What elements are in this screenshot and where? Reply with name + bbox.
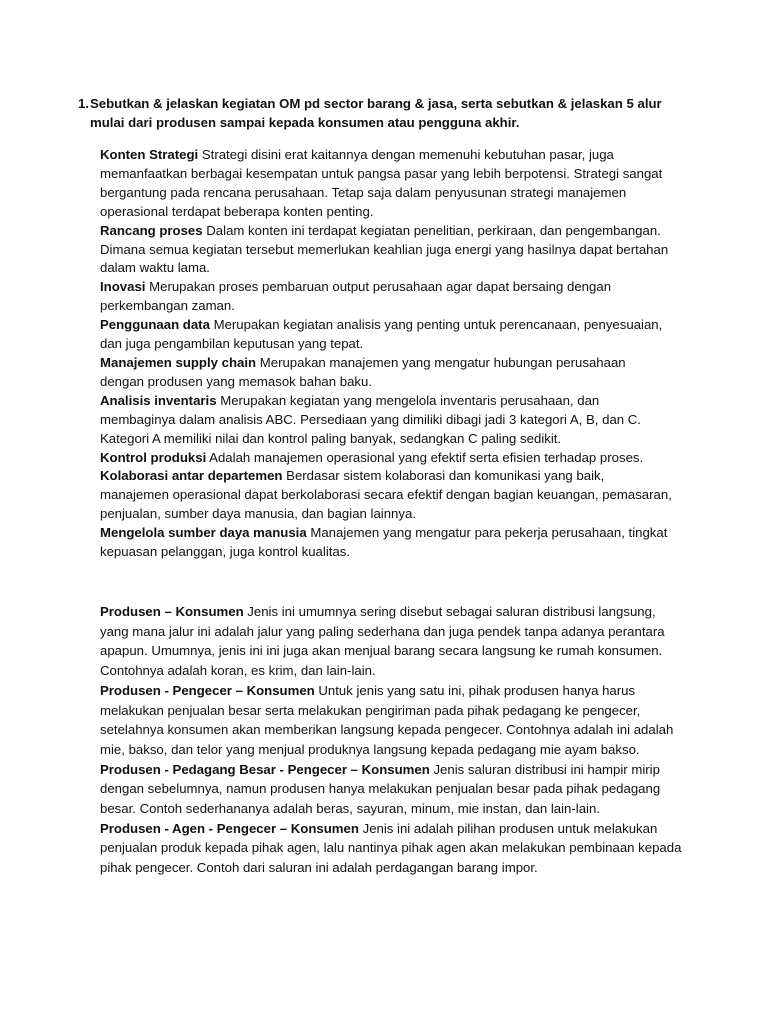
om-activity-description: Merupakan proses pembaruan output perusahaan agar dapat bersaing dengan perkembangan zaman.	[100, 279, 612, 314]
distribution-channels-section	[100, 602, 682, 878]
distribution-channel-term: Produsen - Agen - Pengecer – Konsumen	[100, 820, 359, 836]
distribution-channel-term: Produsen – Konsumen	[100, 604, 244, 619]
distribution-channel-term: Produsen - Pengecer – Konsumen	[100, 682, 315, 698]
om-activity-term: Kolaborasi antar departemen	[100, 468, 283, 484]
om-activity-term: Kontrol produksi	[100, 449, 207, 465]
om-activity-paragraph	[100, 449, 672, 468]
distribution-channel-paragraph	[100, 760, 682, 819]
om-activity-description: Strategi disini erat kaitannya dengan memenuhi kebutuhan pasar, juga memanfaatkan berbagai kesempatan untuk pangsa pasar yang lebih berpotensi. Strategi sangat bergantung pada rencana perusahaan. Tetap saja dalam penyusunan strategi manajemen operasional terdapat beberapa konten penting.	[100, 147, 663, 219]
question-number: 1.	[78, 96, 89, 111]
om-activity-paragraph	[100, 316, 672, 354]
om-activity-paragraph	[100, 146, 672, 222]
om-activity-term: Manajemen supply chain	[100, 354, 257, 370]
distribution-channel-description: Jenis ini adalah pilihan produsen untuk melakukan penjualan produk kepada pihak agen, lalu nantinya pihak agen akan melakukan pembinaan kepada pihak pengecer. Contoh dari saluran ini adalah perdagangan barang impor.	[100, 820, 682, 876]
om-activity-term: Konten Strategi	[100, 147, 199, 162]
om-activity-paragraph	[100, 354, 672, 392]
distribution-channel-description: Jenis saluran distribusi ini hampir mirip dengan sebelumnya, namun produsen hanya melakukan penjualan besar pada pihak pedagang besar. Contoh sederhananya adalah beras, sayuran, minum, mie instan, dan lain-lain.	[100, 761, 661, 817]
question-text: Sebutkan & jelaskan kegiatan OM pd sector barang & jasa, serta sebutkan & jelaskan 5 alur mulai dari produsen sampai kepada konsumen atau pengguna akhir.	[90, 96, 662, 130]
om-activity-paragraph	[100, 222, 672, 279]
om-activity-term: Rancang proses	[100, 222, 203, 238]
distribution-channel-paragraph	[100, 819, 682, 878]
om-activity-term: Inovasi	[100, 279, 146, 295]
om-activity-description: Merupakan kegiatan yang mengelola inventaris perusahaan, dan membaginya dalam analisis ABC. Persediaan yang dimiliki dibagi jadi 3 kategori A, B, dan C. Kategori A memiliki nilai dan kontrol paling banyak, sedangkan C paling sedikit.	[100, 392, 641, 446]
question-heading	[78, 94, 678, 132]
distribution-channel-term: Produsen - Pedagang Besar - Pengecer – Konsumen	[100, 761, 430, 777]
distribution-channel-paragraph	[100, 602, 682, 681]
om-activity-term: Penggunaan data	[100, 317, 210, 333]
om-activity-description: Berdasar sistem kolaborasi dan komunikasi yang baik, manajemen operasional dapat berkolaborasi secara efektif dengan bagian keuangan, pemasaran, penjualan, sumber daya manusia, dan bagian lainnya.	[100, 468, 672, 522]
om-activity-description: Adalah manajemen operasional yang efektif serta efisien terhadap proses.	[209, 449, 644, 465]
distribution-channel-description: Untuk jenis yang satu ini, pihak produsen hanya harus melakukan penjualan besar serta melakukan pengiriman pada pihak pedagang ke pengecer, setelahnya konsumen akan memberikan langsung kepada pengecer. Contohnya adalah ini adalah mie, bakso, dan telor yang menjual produknya langsung kepada pedagang mie ayam bakso.	[100, 682, 674, 757]
om-activity-paragraph	[100, 467, 672, 524]
om-activity-term: Mengelola sumber daya manusia	[100, 525, 307, 541]
om-activities-section	[100, 146, 672, 562]
om-activity-description: Dalam konten ini terdapat kegiatan penelitian, perkiraan, dan pengembangan. Dimana semua kegiatan tersebut memerlukan keahlian juga energi yang hasilnya dapat bertahan dalam waktu lama.	[100, 222, 669, 276]
distribution-channel-description: Jenis ini umumnya sering disebut sebagai saluran distribusi langsung, yang mana jalur ini adalah jalur yang paling sederhana dan juga pendek tanpa adanya perantara apapun. Umumnya, jenis ini ini juga akan menjual barang secara langsung ke rumah konsumen. Contohnya adalah koran, es krim, dan lain-lain.	[100, 604, 665, 679]
om-activity-term: Analisis inventaris	[100, 392, 217, 408]
om-activity-paragraph	[100, 524, 672, 562]
om-activity-paragraph	[100, 392, 672, 449]
distribution-channel-paragraph	[100, 681, 682, 760]
om-activity-description: Merupakan manajemen yang mengatur hubungan perusahaan dengan produsen yang memasok bahan baku.	[100, 354, 626, 389]
om-activity-paragraph	[100, 278, 672, 316]
om-activity-description: Manajemen yang mengatur para pekerja perusahaan, tingkat kepuasan pelanggan, juga kontrol kualitas.	[100, 525, 668, 560]
om-activity-description: Merupakan kegiatan analisis yang penting untuk perencanaan, penyesuaian, dan juga pengambilan keputusan yang tepat.	[100, 317, 663, 352]
